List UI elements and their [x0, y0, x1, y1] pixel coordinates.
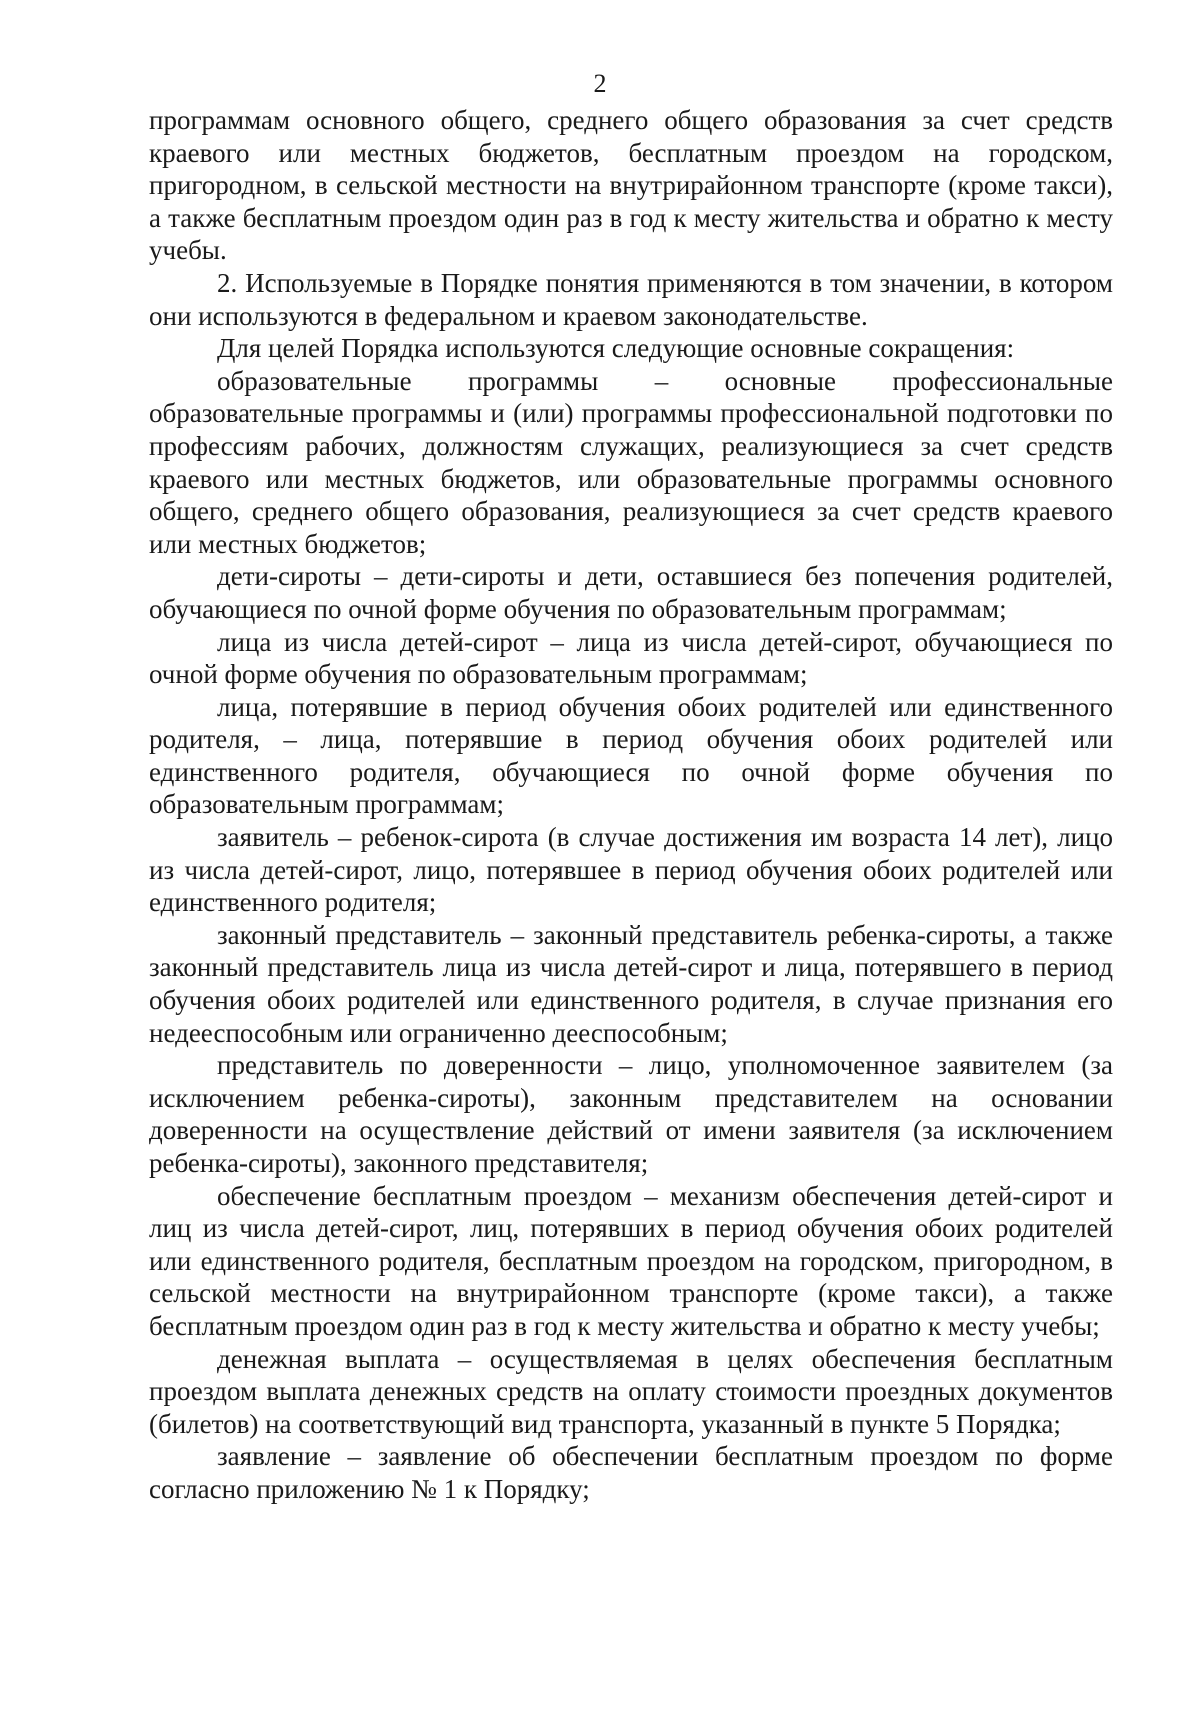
definition-cash-payment: денежная выплата – осуществляемая в целях обеспечения бесплатным проездом выплата денежных средств на оплату стоимости проездных документов (билетов) на соответствующий вид транспорта, указанный в пункте 5 Порядка; — [149, 1343, 1113, 1439]
definition-legal-representative: законный представитель – законный представитель ребенка-сироты, а также законный представитель лица из числа детей-сирот и лица, потерявшего в период обучения обоих родителей или единственного родителя, в случае признания его недееспособным или ограниченно дееспособным; — [149, 919, 1113, 1048]
definition-free-travel: обеспечение бесплатным проездом – механизм обеспечения детей-сирот и лиц из числа детей-сирот, лиц, потерявших в период обучения обоих родителей или единственного родителя, бесплатным проездом на городском, пригородном, в сельской местности на внутрирайонном транспорте (кроме такси), а также бесплатным проездом один раз в год к месту жительства и обратно к месту учебы; — [149, 1180, 1113, 1341]
definition-educational-programs: образовательные программы – основные профессиональные образовательные программы и (или) программы профессиональной подготовки по профессиям рабочих, должностям служащих, реализующиеся за счет средств краевого или местных бюджетов, или образовательные программы основного общего, среднего общего образования, реализующиеся за счет средств краевого или местных бюджетов; — [149, 365, 1113, 559]
paragraph-continuation: программам основного общего, среднего общего образования за счет средств краевого или местных бюджетов, бесплатным проездом на городском, пригородном, в сельской местности на внутрирайонном транспорте (кроме такси), а также бесплатным проездом один раз в год к месту жительства и обратно к месту учебы. — [149, 105, 1113, 266]
paragraph-clause-2: 2. Используемые в Порядке понятия применяются в том значении, в котором они используются в федеральном и краевом законодательстве. — [149, 267, 1113, 331]
definition-persons-from-orphans: лица из числа детей-сирот – лица из числа детей-сирот, обучающиеся по очной форме обучения по образовательным программам; — [149, 626, 1113, 690]
page-number: 2 — [593, 69, 607, 98]
paragraph-abbreviations-intro: Для целей Порядка используются следующие основные сокращения: — [217, 333, 1015, 364]
definition-orphans: дети-сироты – дети-сироты и дети, оставшиеся без попечения родителей, обучающиеся по очной форме обучения по образовательным программам; — [149, 561, 1113, 624]
document-body — [149, 104, 1113, 1506]
definition-applicant: заявитель – ребенок-сирота (в случае достижения им возраста 14 лет), лицо из числа детей-сирот, лицо, потерявшее в период обучения обоих родителей или единственного родителя; — [149, 822, 1113, 918]
definition-persons-lost-parents: лица, потерявшие в период обучения обоих родителей или единственного родителя, – лица, потерявшие в период обучения обоих родителей или единственного родителя, обучающиеся по очной форме обучения по образовательным программам; — [149, 691, 1113, 820]
definition-application: заявление – заявление об обеспечении бесплатным проездом по форме согласно приложению № 1 к Порядку; — [149, 1441, 1113, 1504]
definition-proxy-representative: представитель по доверенности – лицо, уполномоченное заявителем (за исключением ребенка-сироты), законным представителем на основании доверенности на осуществление действий от имени заявителя (за исключением ребенка-сироты), законного представителя; — [149, 1050, 1113, 1178]
